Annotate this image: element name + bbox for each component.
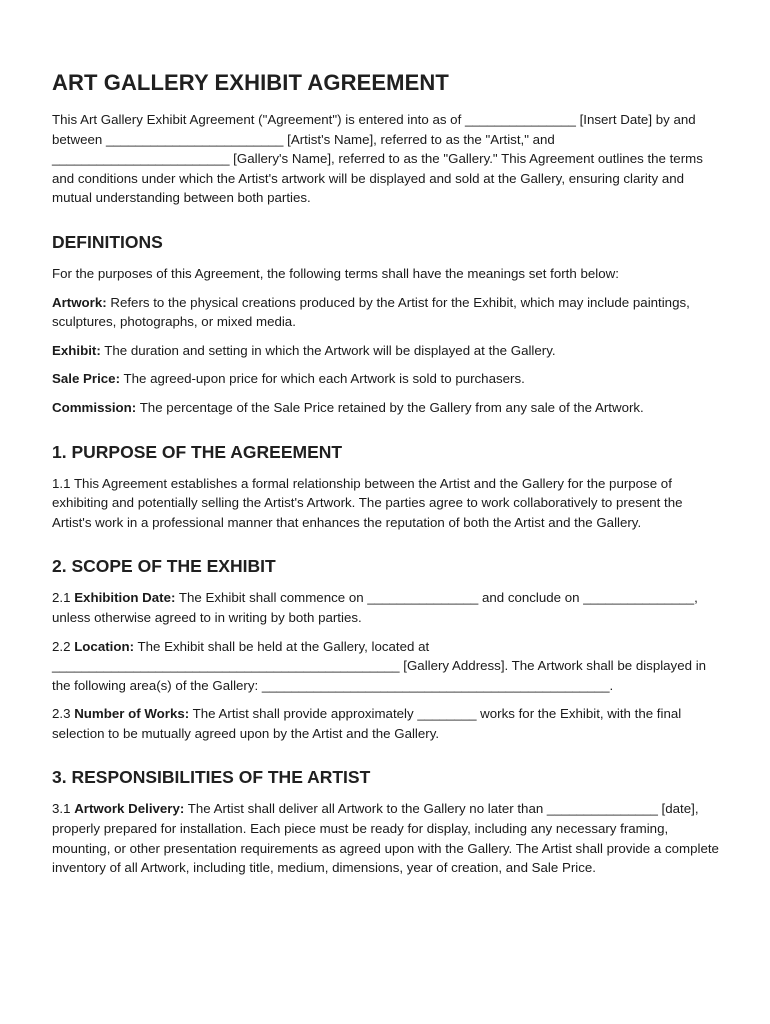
clause-text: The Exhibit shall be held at the Gallery, located at _______________________________________________ [Gallery Address]. The Artwork shall be displayed in the following area(s) of the Gallery: _______________________________________________.	[52, 638, 707, 693]
definition-term: Exhibit:	[52, 342, 101, 358]
definitions-lead: For the purposes of this Agreement, the following terms shall have the meanings set forth below:	[52, 265, 619, 281]
definition-term: Commission:	[52, 399, 137, 415]
definition-text: Refers to the physical creations produced by the Artist for the Exhibit, which may include paintings, sculptures, photographs, or mixed media.	[52, 294, 690, 330]
clause-text: The Artist shall provide approximately ________ works for the Exhibit, with the final selection to be mutually agreed upon by the Artist and the Gallery.	[52, 706, 682, 741]
section-1-heading: 1. PURPOSE OF THE AGREEMENT	[52, 441, 343, 462]
document-page	[52, 70, 720, 887]
document-title: ART GALLERY EXHIBIT AGREEMENT	[52, 70, 449, 95]
definition-sale-price	[52, 369, 720, 389]
clause-text: The Exhibit shall commence on _______________ and conclude on _______________, unless otherwise agreed to in writing by both parties.	[52, 590, 698, 625]
clause-term: Location:	[74, 638, 135, 654]
intro-paragraph: This Art Gallery Exhibit Agreement ("Agreement") is entered into as of _______________ [Insert Date] by and between ________________________ [Artist's Name], referred to as the "Artist," and ________________________ [Gallery's Name], referred to as the "Gallery." This Agreement outlines the terms and conditions under which the Artist's artwork will be displayed and sold at the Gallery, ensuring clarity and mutual understanding between both parties.	[52, 112, 703, 206]
definition-term: Artwork:	[52, 294, 107, 310]
definition-artwork	[52, 293, 720, 332]
clause-term: Artwork Delivery:	[74, 801, 185, 817]
section-3-heading: 3. RESPONSIBILITIES OF THE ARTIST	[52, 767, 371, 788]
definition-exhibit	[52, 341, 720, 361]
definition-text: The agreed-upon price for which each Artwork is sold to purchasers.	[120, 371, 525, 387]
clause-number: 3.1	[52, 801, 75, 817]
definitions-heading: DEFINITIONS	[52, 231, 163, 252]
definition-text: The duration and setting in which the Artwork will be displayed at the Gallery.	[100, 342, 556, 358]
clause-term: Exhibition Date:	[74, 590, 176, 606]
section-2-heading: 2. SCOPE OF THE EXHIBIT	[52, 556, 276, 577]
clause-2-1	[52, 588, 720, 627]
clause-text: The Artist shall deliver all Artwork to the Gallery no later than _______________ [date], properly prepared for installation. Each piece must be ready for display, including any necessary framing, mounting, or other presentation requirements as agreed upon with the Gallery. The Artist shall provide a complete inventory of all Artwork, including title, medium, dimensions, year of creation, and Sale Price.	[52, 801, 719, 876]
clause-1-1: 1.1 This Agreement establishes a formal relationship between the Artist and the Gallery for the purpose of exhibiting and potentially selling the Artist's Artwork. The parties agree to work collaboratively to present the Artist's work in a professional manner that enhances the reputation of both the Artist and the Gallery.	[52, 475, 683, 530]
clause-number: 2.3	[52, 706, 75, 722]
clause-number: 2.2	[52, 638, 75, 654]
definition-commission	[52, 398, 720, 418]
definition-term: Sale Price:	[52, 371, 121, 387]
clause-3-1	[52, 799, 720, 877]
clause-number: 2.1	[52, 590, 75, 606]
clause-term: Number of Works:	[74, 706, 190, 722]
definition-text: The percentage of the Sale Price retained by the Gallery from any sale of the Artwork.	[136, 399, 644, 415]
clause-2-2	[52, 637, 720, 696]
clause-2-3	[52, 704, 720, 743]
